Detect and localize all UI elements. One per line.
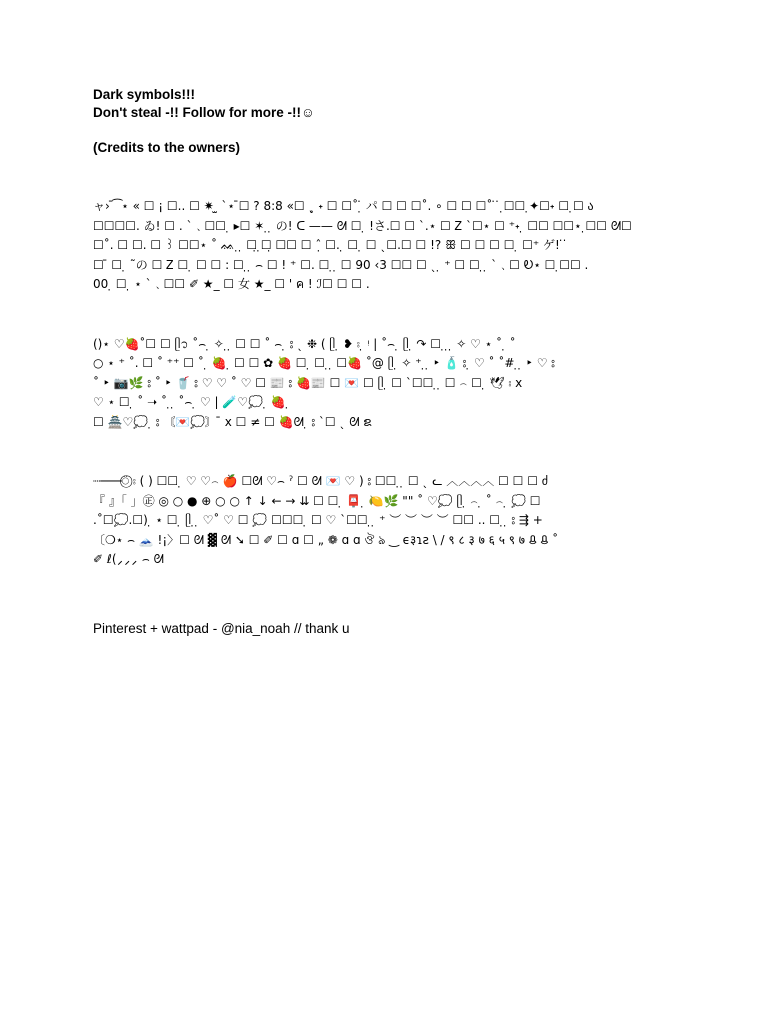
symbols-line: ☐ ̄ ☐ ̣ ˜の ☐ Ꮓ ☐ ̣ ☐ ☐ : ☐ ̣ ̣ ⌢ ☐ ! ⁺ ☐. ☐ ̣ ̣ ☐ 90 ‹3 ☐☐ ☐ ˎ ̣ ⁺ ☐ ☐ ̣ ̣ ˋ﹑☐ Ꭷ⋆ ☐ ̣☐☐ . [93, 257, 589, 272]
document-page [93, 86, 683, 651]
symbols-line: ✐ ℓ(⸝⸝⸝ ⌢ ᘛ [93, 552, 164, 566]
symbols-line: ☐ 🏯♡💭 ̣ ⦂ 〘💌💭〙 ̄ x ☐ ≠ ☐ 🍓ᘛ ̣ ⦂ ˋ☐ ˎ ᘛ ຂ [93, 414, 372, 429]
document-title: Dark symbols!!! [93, 87, 196, 102]
symbols-line: 〔❍⋆ ⌢ 🗻 !¡〉☐ ᘛ ▓ ᘛ ➘ ☐ ✐ ☐ ɑ ☐ „ ❁ ɑ ɑ ঔ ঌ ‿ ϵ३ɿƨ \ / ९ ८ ३ ७ ६ ५ ९ ७ ᱪ ᱪ ˚ [93, 532, 559, 547]
document-subtitle: Don't steal -!! Follow for more -!!☺ [93, 105, 315, 120]
credits-note: (Credits to the owners) [93, 140, 241, 155]
symbols-line: ♡ ⋆ ☐ ̣ ˚ ➝ ˚ ̣ ̣ ˚⌢ ̣ ♡ | 🧪♡💭 ̣ 🍓 ̣ [93, 395, 290, 409]
symbols-line: ()⋆ ♡🍓˚☐ ☐ ᥫ᭡ ˚⌢ ̣ ✧ ̣ ̣ ☐ ☐ ˚ ⌢ ̣ ⦂ ˎ ❉ ( ᥫ ̣ ❥ ⦂ ̣ ᵎ | ˚⌢ ̣ ᥫ ̣ ↷ ☐ ̣ ̣ ̣ ✧ ♡ ⋆ ˚ ̣ ˚ [93, 336, 516, 351]
symbols-line: ┈───⍥⃝ ⦂ ( ) ☐☐ ̣ ♡ ♡⌢ 🍎 ☐ᘛ ♡⌢ ˀ ☐ ᘛ 💌 ♡ ) ⦂ ☐☐ ̣ ̣ ☐ ˎ ᓚ ︿︿︿︿ ☐ ☐ ☐ ძ [93, 474, 549, 488]
symbols-block-2 [93, 335, 683, 433]
symbols-line: ☐☐☐☐. ゐ! ☐ . ˋ﹑☐☐ ̣ ▸☐ ✶ ̣ ̣ の! ᑕ —— ᘛ ☐ ̣ !さ.☐ ☐ ˋ.⋆ ☐ Ꮓ ˋ☐⋆ ☐ ⁺˖ ̣ ☐☐ ☐☐⋆ ̣☐☐ ᘛ☐ [93, 218, 632, 233]
symbols-block-1 [93, 197, 683, 295]
symbols-line: ャ› ̄ ͡︎︎ ⋆ « ☐ ¡ ☐.. ☐ ✷ ̫ ˋ⋆ ̄☐ ? 8:8 «☐ ˎ̥ ˖ ☐ ☐˚ ̣̇ パ ☐ ☐ ☐˚. ∘ ☐ ☐ ☐˚ ̇ ̇ ̣☐☐ ̣✦☐˖ ☐ ̣☐ ა [93, 199, 594, 213]
symbols-line: .˚☐💭.☐) ̣ ⋆ ☐ ̣ ᥫ ̣ ̣ ♡˚ ♡ ☐ 💭 ☐☐☐ ̣ ☐ ♡ ˋ☐☐ ̣ ̣ ⁺ ︶ ︶ ︶ ︶ ☐☐ .. ☐ ̣ ̣ ⦂ ⇶ + [93, 513, 543, 527]
symbols-line: 『 』「 」㊣ ◎ ○ ● ⊕ ○ ○ ↑ ↓ ← → ⇊ ☐ ☐ ̣ 📮 ̣ 🍋🌿 "" ˚ ♡💭 ᥫ ̣ ⌢ ̣ ˚ ⌢ ̣ 💭 ☐ [93, 493, 541, 508]
symbols-line: ○ ⋆ ⁺ ˚. ☐ ˚ ⁺⁺ ☐ ˚ ̣ 🍓 ̣ ☐ ☐ ✿ 🍓 ☐ ̣ ☐ ̣ ̣ ☐🍓 ˚@ ᥫ ̣ ✧ ⁺ ̣ ̣ ‣ 🧴 ⦂ ̣ ♡ ˚ ˚# ̣ ̣ ‣ ♡ ⦂ [93, 356, 555, 370]
symbols-line: ˚ ‣ 📷🌿 ⦂ ˚ ‣ 🥤 ⦂ ♡ ♡ ˚ ♡ ☐ 📰 ⦂ 🍓📰 ☐ 💌 ☐ ᥫ ̣ ☐ ˋ☐☐ ̣ ̣ ☐ ⌢ ☐ ̣ 🕊 ⦂ x [93, 375, 523, 390]
symbols-line: ☐˚. ☐ ☐. ☐ ꒱ ☐☐⋆ ˚ ᨐ ̣ ̣ ☐̣ ̣☐̣ ☐☐ ☐ ˆ̣ ☐. ̣ ☐ ̣ ☐ ˎ☐.☐ ☐ !? ꕥ ☐ ☐ ☐ ☐ ̣ ☐⁺ ゲ! ̇ ̇ [93, 238, 568, 252]
symbols-line: 00 ̣ ☐ ̣ ⋆ ˋ﹑☐☐ ✐ ★_ ☐ 女 ★_ ☐ ' ค ! ℐ☐ ☐ ☐ . [93, 277, 370, 291]
symbols-block-3 [93, 472, 683, 570]
footer-credit: Pinterest + wattpad - @nia_noah // thank u [93, 620, 350, 636]
